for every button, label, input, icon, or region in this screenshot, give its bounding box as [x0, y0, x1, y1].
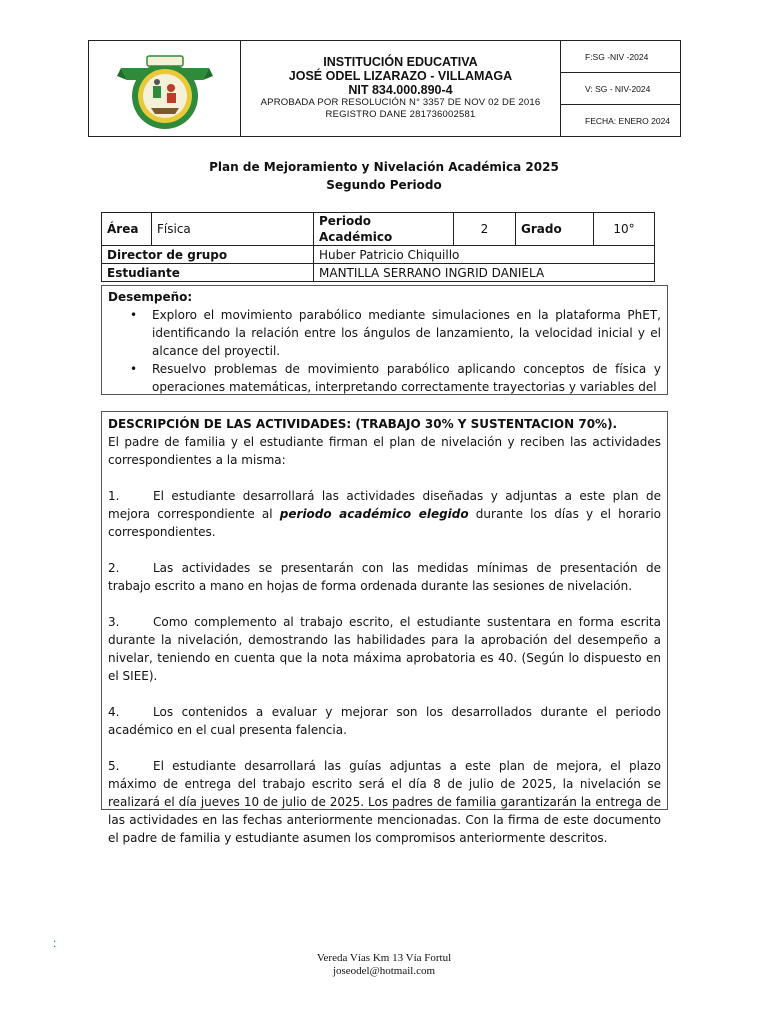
activity-number: 4. — [108, 705, 120, 719]
footer-mark: : — [53, 936, 57, 950]
table-row — [102, 264, 655, 282]
list-item — [108, 360, 661, 395]
footer-address: Vereda Vías Km 13 Vía Fortul — [316, 952, 452, 964]
table-row — [102, 213, 655, 246]
performance-heading: Desempeño: — [108, 290, 193, 304]
institution-name: INSTITUCIÓN EDUCATIVA — [323, 55, 478, 69]
activities-intro: El padre de familia y el estudiante firman el plan de nivelación y reciben las actividades correspondientes a la misma: — [108, 435, 661, 467]
performance-box — [101, 285, 668, 395]
institution-info — [241, 41, 561, 136]
estudiante-value: MANTILLA SERRANO INGRID DANIELA — [314, 264, 655, 282]
school-crest-icon — [117, 46, 213, 132]
performance-text: Exploro el movimiento parabólico mediante simulaciones en la plataforma PhET, identificando la relación entre los ángulos de lanzamiento, la velocidad inicial y el alcance del proyectil. — [152, 308, 661, 358]
grado-value: 10° — [594, 213, 655, 246]
activity-number: 5. — [108, 759, 120, 773]
logo-cell — [89, 41, 241, 136]
student-info-table — [101, 212, 655, 282]
performance-list — [108, 306, 661, 395]
activity-number: 3. — [108, 615, 120, 629]
date-code: FECHA: ENERO 2024 — [561, 104, 680, 136]
director-value: Huber Patricio Chiquillo — [314, 246, 655, 264]
activity-number: 2. — [108, 561, 120, 575]
institution-school: JOSÉ ODEL LIZARAZO - VILLAMAGA — [288, 69, 513, 83]
list-item — [108, 306, 661, 360]
periodo-label: Periodo Académico — [314, 213, 454, 246]
area-value: Física — [152, 213, 314, 246]
institution-nit: NIT 834.000.890-4 — [348, 83, 453, 97]
footer-email: joseodel@hotmail.com — [332, 965, 436, 977]
activities-heading: DESCRIPCIÓN DE LAS ACTIVIDADES: (TRABAJO 30% Y SUSTENTACION 70%). — [108, 417, 618, 431]
periodo-value: 2 — [454, 213, 516, 246]
document-codes — [561, 41, 680, 136]
area-label: Área — [102, 213, 152, 246]
document-header — [88, 40, 681, 137]
activity-number: 1. — [108, 489, 120, 503]
version-code: V: SG - NIV-2024 — [561, 72, 680, 104]
estudiante-label: Estudiante — [102, 264, 314, 282]
activity-item-4: 4. Los contenidos a evaluar y mejorar son los desarrollados durante el periodo académico en el cual presenta falencia. — [108, 705, 661, 737]
table-row — [102, 246, 655, 264]
activity-item-2: 2. Las actividades se presentarán con las medidas mínimas de presentación de trabajo escrito a mano en hojas de forma ordenada durante las sesiones de nivelación. — [108, 561, 661, 593]
activities-box — [101, 411, 668, 845]
institution-resolution: APROBADA POR RESOLUCIÓN N° 3357 DE NOV 02 DE 2016 — [260, 97, 541, 108]
institution-registro: REGISTRO DANE 281736002581 — [325, 109, 476, 120]
bullet-icon: • — [130, 362, 138, 376]
activity-item-1: 1. El estudiante desarrollará las actividades diseñadas y adjuntas a este plan de mejora correspondiente al periodo académico elegido durante los días y el horario correspondientes. — [108, 489, 661, 539]
document-title: Plan de Mejoramiento y Nivelación Académica 2025 — [209, 160, 559, 174]
director-label: Director de grupo — [102, 246, 314, 264]
activity-item-3: 3. Como complemento al trabajo escrito, el estudiante sustentara en forma escrita durante la nivelación, demostrando las habilidades para la aprobación del desempeño a nivelar, teniendo en cuenta que la nota máxima aprobatoria es 40. (Según lo dispuesto en el SIEE). — [108, 615, 661, 683]
grado-label: Grado — [516, 213, 594, 246]
bullet-icon: • — [130, 308, 138, 322]
emphasis-text: periodo académico elegido — [279, 507, 469, 521]
activity-item-5: 5. El estudiante desarrollará las guías adjuntas a este plan de mejora, el plazo máximo de entrega del trabajo escrito será el día 8 de julio de 2025, la nivelación se realizará el día jueves 10 de julio de 2025. Los padres de familia garantizarán la entrega de las actividades en las fechas anteriormente mencionadas. Con la firma de este documento el padre de familia y estudiante asumen los compromisos anteriormente descritos. — [108, 759, 661, 845]
form-code: F:SG -NIV -2024 — [585, 51, 649, 62]
document-subtitle: Segundo Periodo — [326, 178, 442, 192]
performance-text: Resuelvo problemas de movimiento parabólico aplicando conceptos de física y operaciones matemáticas, interpretando correctamente trayectorias y variables del — [152, 362, 661, 394]
